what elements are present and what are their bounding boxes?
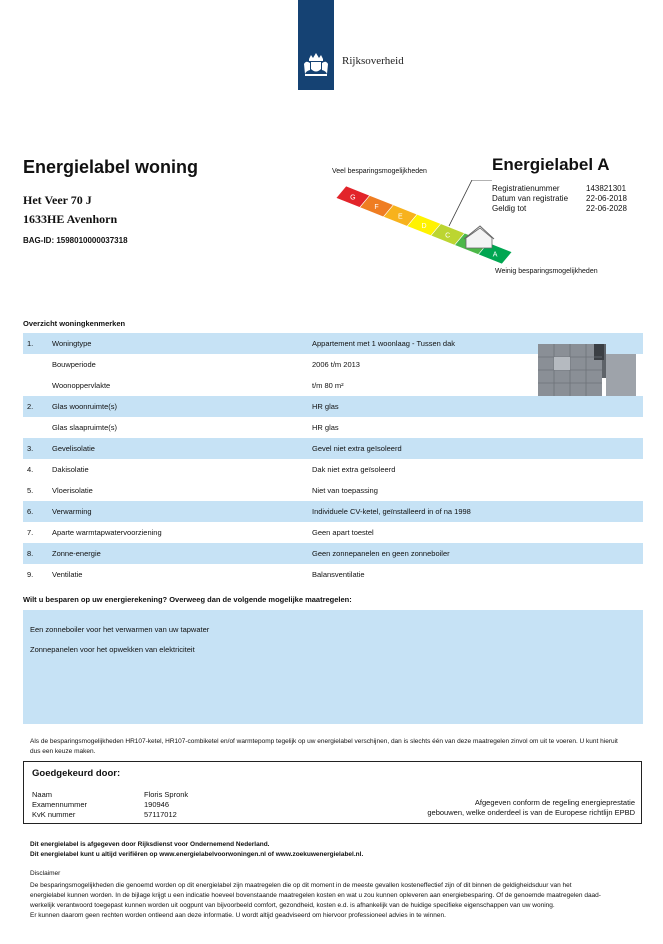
row-label: Glas woonruimte(s) <box>52 402 118 411</box>
label-info-key: Geldig tot <box>492 204 527 213</box>
table-row <box>23 417 643 438</box>
table-row <box>23 564 643 585</box>
scale-letter: E <box>397 213 403 221</box>
row-value: Appartement met 1 woonlaag - Tussen dak <box>312 339 455 348</box>
row-number: 8. <box>27 549 34 558</box>
row-label: Vloerisolatie <box>52 486 93 495</box>
row-number: 9. <box>27 570 34 579</box>
table-row <box>23 480 643 501</box>
disclaimer-text <box>30 881 635 921</box>
label-info-value: 143821301 <box>586 184 627 193</box>
row-label: Woonoppervlakte <box>52 381 111 390</box>
row-label: Gevelisolatie <box>52 444 95 453</box>
label-info-value: 22-06-2028 <box>586 204 627 213</box>
conform-text <box>427 798 635 818</box>
measures-note: Als de besparingsmogelijkheden HR107-ketel, HR107-combiketel en/of warmtepomp tegelijk op uw energielabel verschijnen, dan is slechts één van deze maatregelen zinvol om uit te voeren. U kunt hieruit dus een keuze maken. <box>30 738 618 755</box>
apartment-building-icon <box>534 340 636 400</box>
house-icon <box>464 226 494 248</box>
bag-id: BAG-ID: 1598010000037318 <box>23 236 128 245</box>
row-label: Verwarming <box>52 507 92 516</box>
disclaimer-line: werkelijk verantwoord toegepast kunnen worden uit oogpunt van bijvoorbeeld comfort, gezondheid, kosten e.d. is afhankelijk van de huidige specifieke eigenschappen van uw woning. <box>30 902 555 909</box>
org-name: Rijksoverheid <box>342 55 404 67</box>
row-number: 7. <box>27 528 34 537</box>
footer-line: Dit energielabel kunt u altijd verifiëren op www.energielabelvoorwoningen.nl of www.zoekuwenergielabel.nl. <box>30 851 364 858</box>
approved-key: Examennummer <box>32 800 88 809</box>
label-info-key: Registratienummer <box>492 184 560 193</box>
weinig-besparing-text: Weinig besparingsmogelijkheden <box>495 268 598 275</box>
label-info-key: Datum van registratie <box>492 194 569 203</box>
row-value: t/m 80 m² <box>312 381 344 390</box>
label-info-row <box>492 184 627 194</box>
disclaimer-line: De besparingsmogelijkheden die genoemd worden op dit energielabel zijn maatregelen die op dit moment in de meeste gevallen kosteneffectief zijn of dit binnen de geldigheidsduur van het <box>30 882 572 889</box>
approved-key: KvK nummer <box>32 810 76 819</box>
scale-letter: A <box>492 251 498 259</box>
overview-title: Overzicht woningkenmerken <box>23 319 126 328</box>
veel-besparing-text: Veel besparingsmogelijkheden <box>332 168 427 175</box>
measures-box <box>23 610 643 724</box>
rijksoverheid-emblem-icon <box>302 50 330 78</box>
row-label: Ventilatie <box>52 570 83 579</box>
disclaimer-line: Er kunnen daarom geen rechten worden ontleend aan deze informatie. U wordt altijd geadviseerd om hiervoor professioneel advies in te winnen. <box>30 912 446 919</box>
row-value: 2006 t/m 2013 <box>312 360 360 369</box>
row-value: Individuele CV-ketel, geïnstalleerd in of na 1998 <box>312 507 471 516</box>
row-value: Geen apart toestel <box>312 528 374 537</box>
disclaimer-line: energielabel kunnen worden. In de bijlage krijgt u een indicatie hoeveel bovenstaande maatregelen kosten en wat u zou kunnen opleveren aan energiebesparing. Of de genoemde maatregelen daad- <box>30 892 601 899</box>
label-info-row <box>492 204 627 214</box>
row-number: 1. <box>27 339 34 348</box>
row-number: 3. <box>27 444 34 453</box>
scale-letter: C <box>445 232 451 240</box>
scale-letter: F <box>374 204 379 212</box>
label-info <box>492 184 627 214</box>
row-label: Bouwperiode <box>52 360 96 369</box>
measure-item: Zonnepanelen voor het opwekken van elektriciteit <box>30 645 195 654</box>
row-value: Dak niet extra geïsoleerd <box>312 465 396 474</box>
approved-row <box>32 800 169 809</box>
row-label: Woningtype <box>52 339 92 348</box>
footer-info <box>30 840 363 860</box>
label-info-value: 22-06-2018 <box>586 194 627 203</box>
scale-letter: G <box>350 194 356 202</box>
row-value: Niet van toepassing <box>312 486 378 495</box>
table-row <box>23 438 643 459</box>
table-row <box>23 501 643 522</box>
page-title: Energielabel woning <box>23 157 199 177</box>
approved-value: Floris Spronk <box>144 790 189 799</box>
table-row <box>23 522 643 543</box>
row-value: Geen zonnepanelen en geen zonneboiler <box>312 549 450 558</box>
conform-line: Afgegeven conform de regeling energieprestatie <box>474 798 635 807</box>
footer-line: Dit energielabel is afgegeven door Rijksdienst voor Ondernemend Nederland. <box>30 841 270 848</box>
row-number: 2. <box>27 402 34 411</box>
row-label: Dakisolatie <box>52 465 89 474</box>
row-label: Zonne-energie <box>52 549 101 558</box>
approved-row <box>32 790 188 799</box>
conform-line: gebouwen, welke onderdeel is van de Europese richtlijn EPBD <box>427 808 635 817</box>
measure-item: Een zonneboiler voor het verwarmen van uw tapwater <box>30 625 210 634</box>
label-info-row <box>492 194 627 204</box>
row-number: 6. <box>27 507 34 516</box>
address-city: 1633HE Avenhorn <box>23 212 118 226</box>
row-label: Glas slaapruimte(s) <box>52 423 118 432</box>
measures-question: Wilt u besparen op uw energierekening? Overweeg dan de volgende mogelijke maatregelen: <box>23 595 352 604</box>
approved-title: Goedgekeurd door: <box>32 768 121 779</box>
row-number: 5. <box>27 486 34 495</box>
scale-letter: D <box>421 223 427 230</box>
approved-box <box>23 761 642 824</box>
approved-row <box>32 810 177 819</box>
address-street: Het Veer 70 J <box>23 193 92 207</box>
disclaimer-title: Disclaimer <box>30 870 61 877</box>
row-value: HR glas <box>312 423 339 432</box>
approved-key: Naam <box>32 790 53 799</box>
approved-value: 57117012 <box>144 810 177 819</box>
row-label: Aparte warmtapwatervoorziening <box>52 528 162 537</box>
approved-value: 190946 <box>144 800 170 809</box>
row-value: HR glas <box>312 402 339 411</box>
row-value: Gevel niet extra geïsoleerd <box>312 444 402 453</box>
energy-label-title: Energielabel A <box>492 155 610 174</box>
table-row <box>23 543 643 564</box>
row-number: 4. <box>27 465 34 474</box>
row-value: Balansventilatie <box>312 570 365 579</box>
table-row <box>23 459 643 480</box>
